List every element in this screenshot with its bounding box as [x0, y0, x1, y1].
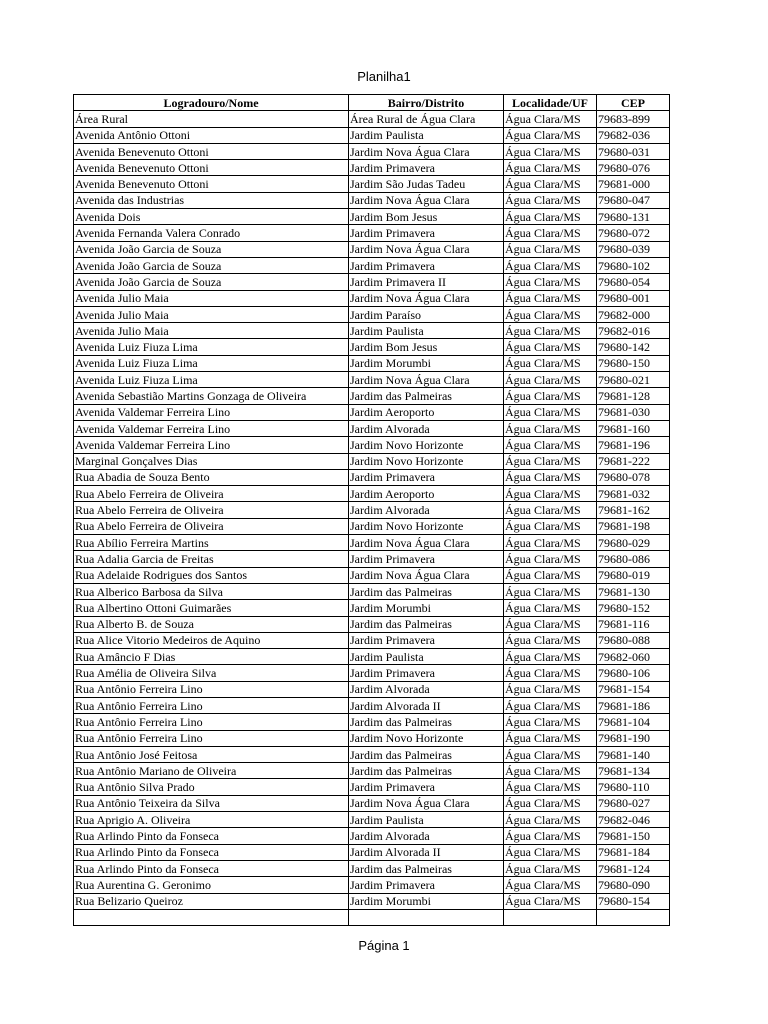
cell-cep: 79680-088: [597, 632, 670, 648]
cell-localidade: Água Clara/MS: [504, 860, 597, 876]
cell-bairro: Jardim Paulista: [349, 127, 504, 143]
cell-bairro: Jardim Alvorada II: [349, 697, 504, 713]
cell-logradouro: Rua Amâncio F Dias: [74, 649, 349, 665]
cell-bairro: Jardim Nova Água Clara: [349, 567, 504, 583]
cell-logradouro: Avenida Julio Maia: [74, 306, 349, 322]
cell-logradouro: Rua Antônio Ferreira Lino: [74, 714, 349, 730]
cell-localidade: Água Clara/MS: [504, 812, 597, 828]
cell-logradouro: Rua Antônio Ferreira Lino: [74, 730, 349, 746]
cell-cep: 79680-047: [597, 192, 670, 208]
cell-localidade: Água Clara/MS: [504, 143, 597, 159]
cell-logradouro: Avenida Luiz Fiuza Lima: [74, 355, 349, 371]
cell-logradouro: Avenida Julio Maia: [74, 290, 349, 306]
cell-localidade: Água Clara/MS: [504, 795, 597, 811]
cell-logradouro: Área Rural: [74, 111, 349, 127]
cell-localidade: Água Clara/MS: [504, 388, 597, 404]
cell-cep: 79681-130: [597, 583, 670, 599]
table-row: [74, 306, 670, 322]
cell-logradouro: Avenida João Garcia de Souza: [74, 257, 349, 273]
cell-bairro: Jardim Primavera: [349, 551, 504, 567]
cell-localidade: Água Clara/MS: [504, 274, 597, 290]
cell-bairro: Jardim das Palmeiras: [349, 388, 504, 404]
cell-cep: 79680-019: [597, 567, 670, 583]
table-row: [74, 600, 670, 616]
cell-cep: 79681-104: [597, 714, 670, 730]
cell-bairro: Jardim Novo Horizonte: [349, 518, 504, 534]
cell-localidade: Água Clara/MS: [504, 420, 597, 436]
cell-logradouro: Avenida Luiz Fiuza Lima: [74, 372, 349, 388]
table-row: [74, 535, 670, 551]
cell-bairro: Jardim Paulista: [349, 812, 504, 828]
cell-logradouro: Avenida João Garcia de Souza: [74, 274, 349, 290]
cell-localidade: Água Clara/MS: [504, 372, 597, 388]
cell-logradouro: Avenida Valdemar Ferreira Lino: [74, 420, 349, 436]
cell-logradouro: Rua Abelo Ferreira de Oliveira: [74, 518, 349, 534]
cell-localidade: Água Clara/MS: [504, 665, 597, 681]
cell-bairro: Jardim Aeroporto: [349, 404, 504, 420]
table-row: [74, 795, 670, 811]
cell-localidade: Água Clara/MS: [504, 877, 597, 893]
cell-bairro: Jardim Paulista: [349, 649, 504, 665]
cell-logradouro: Avenida Benevenuto Ottoni: [74, 160, 349, 176]
table-row: [74, 420, 670, 436]
cell-cep: 79680-142: [597, 339, 670, 355]
cell-logradouro: Rua Arlindo Pinto da Fonseca: [74, 828, 349, 844]
cell-logradouro: Avenida Benevenuto Ottoni: [74, 143, 349, 159]
cell-localidade: Água Clara/MS: [504, 763, 597, 779]
table-row: [74, 877, 670, 893]
cell-cep: 79680-072: [597, 225, 670, 241]
cell-cep: 79681-116: [597, 616, 670, 632]
cell-cep: 79680-001: [597, 290, 670, 306]
cell-bairro: Jardim Morumbi: [349, 893, 504, 909]
cell-cep: 79681-196: [597, 437, 670, 453]
cell-localidade: Água Clara/MS: [504, 127, 597, 143]
address-table: [73, 94, 670, 926]
cell-cep: 79683-899: [597, 111, 670, 127]
cell-bairro: Área Rural de Água Clara: [349, 111, 504, 127]
table-row: [74, 209, 670, 225]
cell-logradouro: Avenida João Garcia de Souza: [74, 241, 349, 257]
cell-bairro: Jardim São Judas Tadeu: [349, 176, 504, 192]
cell-localidade: Água Clara/MS: [504, 160, 597, 176]
cell-cep: 79680-131: [597, 209, 670, 225]
table-row: [74, 583, 670, 599]
table-row: [74, 567, 670, 583]
table-row: [74, 681, 670, 697]
cell-bairro: Jardim Primavera II: [349, 274, 504, 290]
cell-cep: 79680-102: [597, 257, 670, 273]
cell-localidade: Água Clara/MS: [504, 225, 597, 241]
cell-cep: 79681-134: [597, 763, 670, 779]
cell-localidade: Água Clara/MS: [504, 746, 597, 762]
table-row: [74, 518, 670, 534]
cell-logradouro: Rua Alberico Barbosa da Silva: [74, 583, 349, 599]
cell-localidade: Água Clara/MS: [504, 828, 597, 844]
cell-cep: 79680-039: [597, 241, 670, 257]
cell-localidade: Água Clara/MS: [504, 306, 597, 322]
table-row: [74, 388, 670, 404]
cell-bairro: Jardim Nova Água Clara: [349, 143, 504, 159]
sheet-title: Planilha1: [357, 69, 411, 84]
cell-bairro: Jardim Primavera: [349, 469, 504, 485]
table-row: [74, 746, 670, 762]
cell-cep: 79682-000: [597, 306, 670, 322]
cell-bairro: Jardim Primavera: [349, 632, 504, 648]
cell-bairro: [349, 909, 504, 925]
cell-cep: 79680-090: [597, 877, 670, 893]
cell-cep: 79681-140: [597, 746, 670, 762]
cell-cep: 79680-150: [597, 355, 670, 371]
table-row: [74, 143, 670, 159]
cell-localidade: Água Clara/MS: [504, 844, 597, 860]
cell-logradouro: Rua Antônio José Feitosa: [74, 746, 349, 762]
cell-cep: 79681-186: [597, 697, 670, 713]
cell-bairro: Jardim Nova Água Clara: [349, 535, 504, 551]
cell-cep: 79682-060: [597, 649, 670, 665]
table-body: [74, 111, 670, 926]
cell-cep: [597, 909, 670, 925]
table-row: [74, 111, 670, 127]
cell-cep: 79681-030: [597, 404, 670, 420]
table-row: [74, 274, 670, 290]
cell-cep: 79680-152: [597, 600, 670, 616]
cell-localidade: Água Clara/MS: [504, 257, 597, 273]
cell-bairro: Jardim Primavera: [349, 877, 504, 893]
cell-logradouro: Rua Antônio Mariano de Oliveira: [74, 763, 349, 779]
cell-localidade: Água Clara/MS: [504, 714, 597, 730]
cell-localidade: Água Clara/MS: [504, 209, 597, 225]
cell-logradouro: Rua Antônio Teixeira da Silva: [74, 795, 349, 811]
cell-logradouro: Rua Adelaide Rodrigues dos Santos: [74, 567, 349, 583]
cell-cep: 79681-124: [597, 860, 670, 876]
cell-logradouro: Rua Aprigio A. Oliveira: [74, 812, 349, 828]
cell-cep: 79680-054: [597, 274, 670, 290]
cell-localidade: Água Clara/MS: [504, 502, 597, 518]
cell-cep: 79681-154: [597, 681, 670, 697]
cell-localidade: Água Clara/MS: [504, 583, 597, 599]
table-row: [74, 486, 670, 502]
cell-cep: 79680-078: [597, 469, 670, 485]
cell-logradouro: Rua Albertino Ottoni Guimarães: [74, 600, 349, 616]
table-row: [74, 192, 670, 208]
cell-logradouro: Rua Antônio Ferreira Lino: [74, 681, 349, 697]
cell-logradouro: Avenida Fernanda Valera Conrado: [74, 225, 349, 241]
cell-cep: 79681-184: [597, 844, 670, 860]
cell-bairro: Jardim Morumbi: [349, 355, 504, 371]
cell-cep: 79680-031: [597, 143, 670, 159]
page-footer: Página 1: [358, 938, 410, 953]
cell-logradouro: Rua Amélia de Oliveira Silva: [74, 665, 349, 681]
table-row: [74, 160, 670, 176]
cell-logradouro: Avenida Sebastião Martins Gonzaga de Oliveira: [74, 388, 349, 404]
cell-localidade: Água Clara/MS: [504, 290, 597, 306]
cell-localidade: Água Clara/MS: [504, 192, 597, 208]
cell-bairro: Jardim Bom Jesus: [349, 209, 504, 225]
cell-bairro: Jardim Novo Horizonte: [349, 730, 504, 746]
cell-localidade: Água Clara/MS: [504, 567, 597, 583]
cell-cep: 79680-029: [597, 535, 670, 551]
cell-bairro: Jardim Alvorada: [349, 502, 504, 518]
cell-logradouro: Avenida Luiz Fiuza Lima: [74, 339, 349, 355]
table-row: [74, 860, 670, 876]
cell-localidade: Água Clara/MS: [504, 632, 597, 648]
table-row: [74, 241, 670, 257]
cell-localidade: Água Clara/MS: [504, 404, 597, 420]
cell-localidade: Água Clara/MS: [504, 469, 597, 485]
cell-bairro: Jardim Nova Água Clara: [349, 372, 504, 388]
cell-logradouro: Avenida Antônio Ottoni: [74, 127, 349, 143]
cell-localidade: Água Clara/MS: [504, 535, 597, 551]
cell-cep: 79682-046: [597, 812, 670, 828]
table-row: [74, 290, 670, 306]
cell-cep: 79680-076: [597, 160, 670, 176]
cell-bairro: Jardim Alvorada: [349, 681, 504, 697]
cell-localidade: Água Clara/MS: [504, 339, 597, 355]
cell-bairro: Jardim Morumbi: [349, 600, 504, 616]
cell-bairro: Jardim Bom Jesus: [349, 339, 504, 355]
cell-localidade: Água Clara/MS: [504, 176, 597, 192]
cell-bairro: Jardim das Palmeiras: [349, 616, 504, 632]
column-header-bairro: Bairro/Distrito: [349, 95, 504, 111]
cell-localidade: Água Clara/MS: [504, 453, 597, 469]
column-header-logradouro: Logradouro/Nome: [74, 95, 349, 111]
table-row: [74, 632, 670, 648]
cell-cep: 79680-106: [597, 665, 670, 681]
table-row: [74, 355, 670, 371]
table-row: [74, 453, 670, 469]
cell-cep: 79680-021: [597, 372, 670, 388]
cell-localidade: Água Clara/MS: [504, 486, 597, 502]
cell-bairro: Jardim Nova Água Clara: [349, 290, 504, 306]
column-header-cep: CEP: [597, 95, 670, 111]
cell-bairro: Jardim Aeroporto: [349, 486, 504, 502]
table-row: [74, 127, 670, 143]
cell-cep: 79681-198: [597, 518, 670, 534]
table-row: [74, 893, 670, 909]
column-header-localidade: Localidade/UF: [504, 95, 597, 111]
cell-localidade: Água Clara/MS: [504, 893, 597, 909]
cell-bairro: Jardim das Palmeiras: [349, 583, 504, 599]
table-row: [74, 176, 670, 192]
cell-logradouro: Avenida das Industrias: [74, 192, 349, 208]
cell-logradouro: Rua Belizario Queiroz: [74, 893, 349, 909]
cell-bairro: Jardim Primavera: [349, 257, 504, 273]
table-row: [74, 469, 670, 485]
cell-cep: 79680-110: [597, 779, 670, 795]
cell-cep: 79680-154: [597, 893, 670, 909]
table-row: [74, 225, 670, 241]
cell-bairro: Jardim das Palmeiras: [349, 714, 504, 730]
table-row: [74, 828, 670, 844]
cell-bairro: Jardim das Palmeiras: [349, 746, 504, 762]
cell-localidade: Água Clara/MS: [504, 437, 597, 453]
cell-logradouro: Rua Alberto B. de Souza: [74, 616, 349, 632]
cell-logradouro: Rua Abelo Ferreira de Oliveira: [74, 502, 349, 518]
cell-cep: 79681-000: [597, 176, 670, 192]
cell-cep: 79680-086: [597, 551, 670, 567]
cell-bairro: Jardim Primavera: [349, 225, 504, 241]
cell-localidade: Água Clara/MS: [504, 600, 597, 616]
cell-cep: 79682-036: [597, 127, 670, 143]
cell-logradouro: Rua Antônio Silva Prado: [74, 779, 349, 795]
table-row: [74, 616, 670, 632]
cell-logradouro: Rua Alice Vitorio Medeiros de Aquino: [74, 632, 349, 648]
cell-logradouro: Rua Adalia Garcia de Freitas: [74, 551, 349, 567]
cell-cep: 79681-032: [597, 486, 670, 502]
table-header-row: [74, 95, 670, 111]
cell-cep: 79680-027: [597, 795, 670, 811]
cell-localidade: Água Clara/MS: [504, 355, 597, 371]
cell-cep: 79681-160: [597, 420, 670, 436]
table-row: [74, 714, 670, 730]
table-row: [74, 339, 670, 355]
cell-localidade: Água Clara/MS: [504, 323, 597, 339]
cell-logradouro: [74, 909, 349, 925]
cell-logradouro: Rua Arlindo Pinto da Fonseca: [74, 860, 349, 876]
cell-logradouro: Marginal Gonçalves Dias: [74, 453, 349, 469]
table-row: [74, 909, 670, 925]
cell-localidade: [504, 909, 597, 925]
cell-logradouro: Rua Abelo Ferreira de Oliveira: [74, 486, 349, 502]
cell-localidade: Água Clara/MS: [504, 518, 597, 534]
cell-localidade: Água Clara/MS: [504, 681, 597, 697]
table-row: [74, 779, 670, 795]
cell-bairro: Jardim das Palmeiras: [349, 860, 504, 876]
table-row: [74, 697, 670, 713]
cell-bairro: Jardim Nova Água Clara: [349, 241, 504, 257]
cell-bairro: Jardim Paulista: [349, 323, 504, 339]
table-row: [74, 665, 670, 681]
cell-logradouro: Rua Arlindo Pinto da Fonseca: [74, 844, 349, 860]
cell-bairro: Jardim Alvorada: [349, 828, 504, 844]
table-row: [74, 437, 670, 453]
cell-cep: 79681-150: [597, 828, 670, 844]
table-row: [74, 844, 670, 860]
cell-bairro: Jardim Primavera: [349, 665, 504, 681]
cell-bairro: Jardim Alvorada II: [349, 844, 504, 860]
cell-logradouro: Avenida Valdemar Ferreira Lino: [74, 437, 349, 453]
cell-localidade: Água Clara/MS: [504, 616, 597, 632]
cell-logradouro: Rua Aurentina G. Geronimo: [74, 877, 349, 893]
cell-bairro: Jardim Paraíso: [349, 306, 504, 322]
cell-localidade: Água Clara/MS: [504, 649, 597, 665]
table-row: [74, 323, 670, 339]
table-row: [74, 404, 670, 420]
cell-cep: 79681-190: [597, 730, 670, 746]
table-row: [74, 812, 670, 828]
table-row: [74, 372, 670, 388]
table-row: [74, 763, 670, 779]
cell-logradouro: Avenida Benevenuto Ottoni: [74, 176, 349, 192]
cell-logradouro: Avenida Dois: [74, 209, 349, 225]
cell-bairro: Jardim Primavera: [349, 779, 504, 795]
table-row: [74, 257, 670, 273]
cell-bairro: Jardim Nova Água Clara: [349, 795, 504, 811]
table-row: [74, 551, 670, 567]
table-row: [74, 502, 670, 518]
cell-bairro: Jardim Novo Horizonte: [349, 437, 504, 453]
cell-localidade: Água Clara/MS: [504, 551, 597, 567]
cell-bairro: Jardim das Palmeiras: [349, 763, 504, 779]
cell-bairro: Jardim Nova Água Clara: [349, 192, 504, 208]
cell-bairro: Jardim Primavera: [349, 160, 504, 176]
cell-localidade: Água Clara/MS: [504, 779, 597, 795]
cell-cep: 79681-222: [597, 453, 670, 469]
cell-bairro: Jardim Novo Horizonte: [349, 453, 504, 469]
cell-logradouro: Avenida Julio Maia: [74, 323, 349, 339]
cell-logradouro: Rua Abadia de Souza Bento: [74, 469, 349, 485]
cell-logradouro: Rua Antônio Ferreira Lino: [74, 697, 349, 713]
cell-cep: 79681-128: [597, 388, 670, 404]
cell-localidade: Água Clara/MS: [504, 730, 597, 746]
cell-localidade: Água Clara/MS: [504, 241, 597, 257]
cell-cep: 79681-162: [597, 502, 670, 518]
cell-logradouro: Rua Abílio Ferreira Martins: [74, 535, 349, 551]
cell-localidade: Água Clara/MS: [504, 697, 597, 713]
table-row: [74, 730, 670, 746]
cell-localidade: Água Clara/MS: [504, 111, 597, 127]
cell-bairro: Jardim Alvorada: [349, 420, 504, 436]
cell-logradouro: Avenida Valdemar Ferreira Lino: [74, 404, 349, 420]
table-row: [74, 649, 670, 665]
cell-cep: 79682-016: [597, 323, 670, 339]
